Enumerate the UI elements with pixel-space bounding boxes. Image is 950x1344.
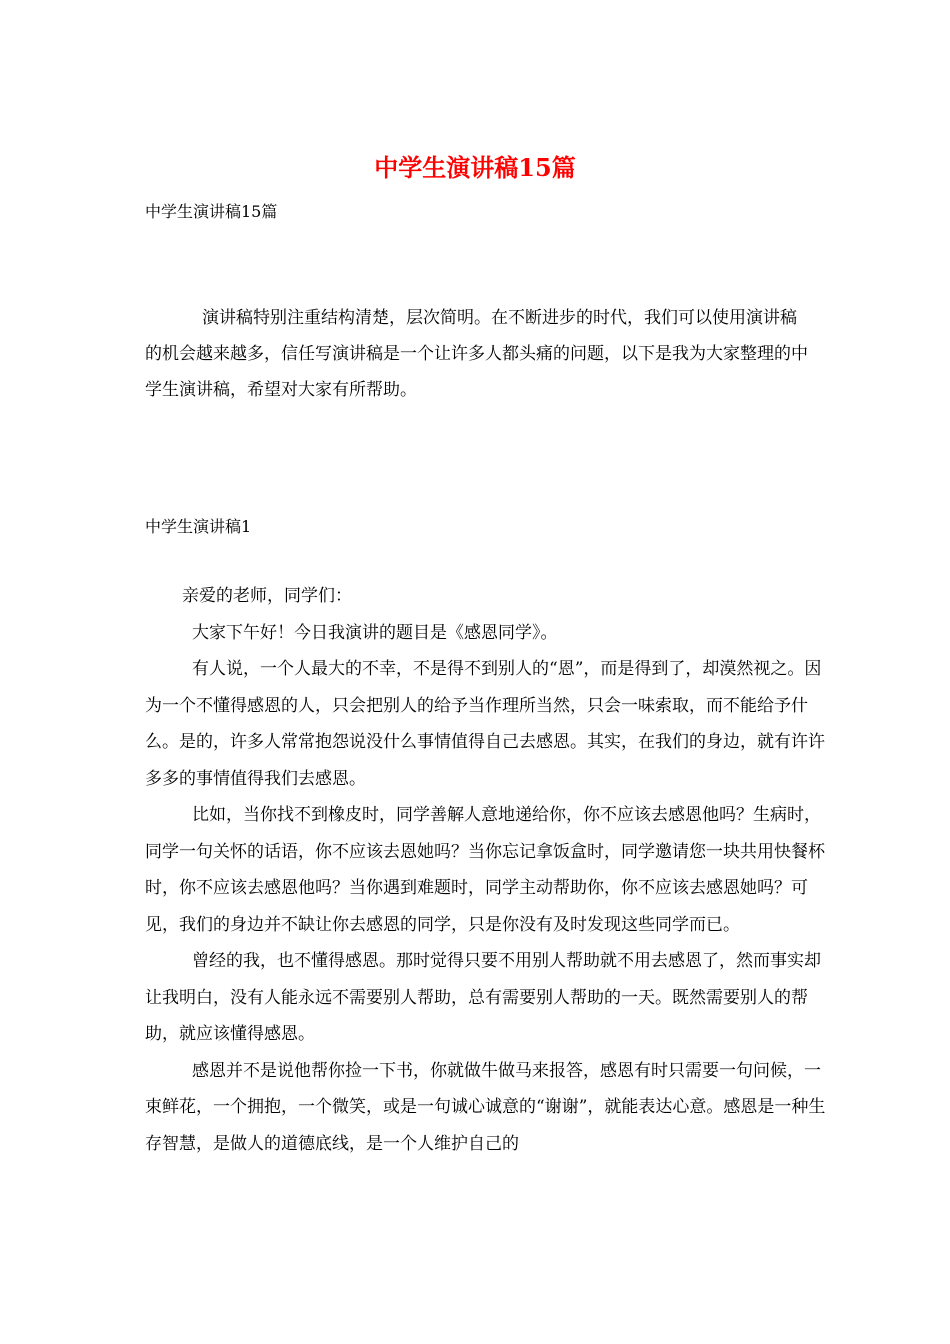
document-subtitle: 中学生演讲稿15篇	[145, 202, 278, 221]
body-paragraph: 比如，当你找不到橡皮时，同学善解人意地递给你，你不应该去感恩他吗？生病时，同学一句关怀的话语，你不应该去恩她吗？当你忘记拿饭盒时，同学邀请您一块共用快餐杯时，你不应该去感恩他吗？当你遇到难题时，同学主动帮助你，你不应该去感恩她吗？可见，我们的身边并不缺让你去感恩的同学，只是你没有及时发现这些同学而已。	[145, 805, 825, 935]
body-paragraph: 曾经的我，也不懂得感恩。那时觉得只要不用别人帮助就不用去感恩了，然而事实却让我明白，没有人能永远不需要别人帮助，总有需要别人帮助的一天。既然需要别人的帮助，就应该懂得感恩。	[145, 951, 821, 1044]
body-paragraph: 有人说，一个人最大的不幸，不是得不到别人的“恩”，而是得到了，却漠然视之。因为一个不懂得感恩的人，只会把别人的给予当作理所当然，只会一味索取，而不能给予什么。是的，许多人常常抱怨说没什么事情值得自己去感恩。其实，在我们的身边，就有许许多多的事情值得我们去感恩。	[145, 659, 825, 789]
body-paragraph: 大家下午好！今日我演讲的题目是《感恩同学》。	[192, 622, 558, 643]
document-title: 中学生演讲稿15篇	[374, 153, 576, 182]
body-paragraph: 感恩并不是说他帮你捡一下书，你就做牛做马来报答，感恩有时只需要一句问候，一束鲜花，一个拥抱，一个微笑，或是一句诚心诚意的“谢谢”，就能表达心意。感恩是一种生存智慧，是做人的道德底线，是一个人维护自己的	[145, 1060, 826, 1154]
intro-paragraph: 演讲稿特别注重结构清楚，层次简明。在不断进步的时代，我们可以使用演讲稿的机会越来越多，信任写演讲稿是一个让许多人都头痛的问题，以下是我为大家整理的中学生演讲稿，希望对大家有所帮助。	[145, 308, 808, 400]
section-heading: 中学生演讲稿1	[145, 517, 252, 536]
speech-body	[145, 578, 830, 1162]
greeting-paragraph: 亲爱的老师，同学们：	[182, 586, 352, 606]
